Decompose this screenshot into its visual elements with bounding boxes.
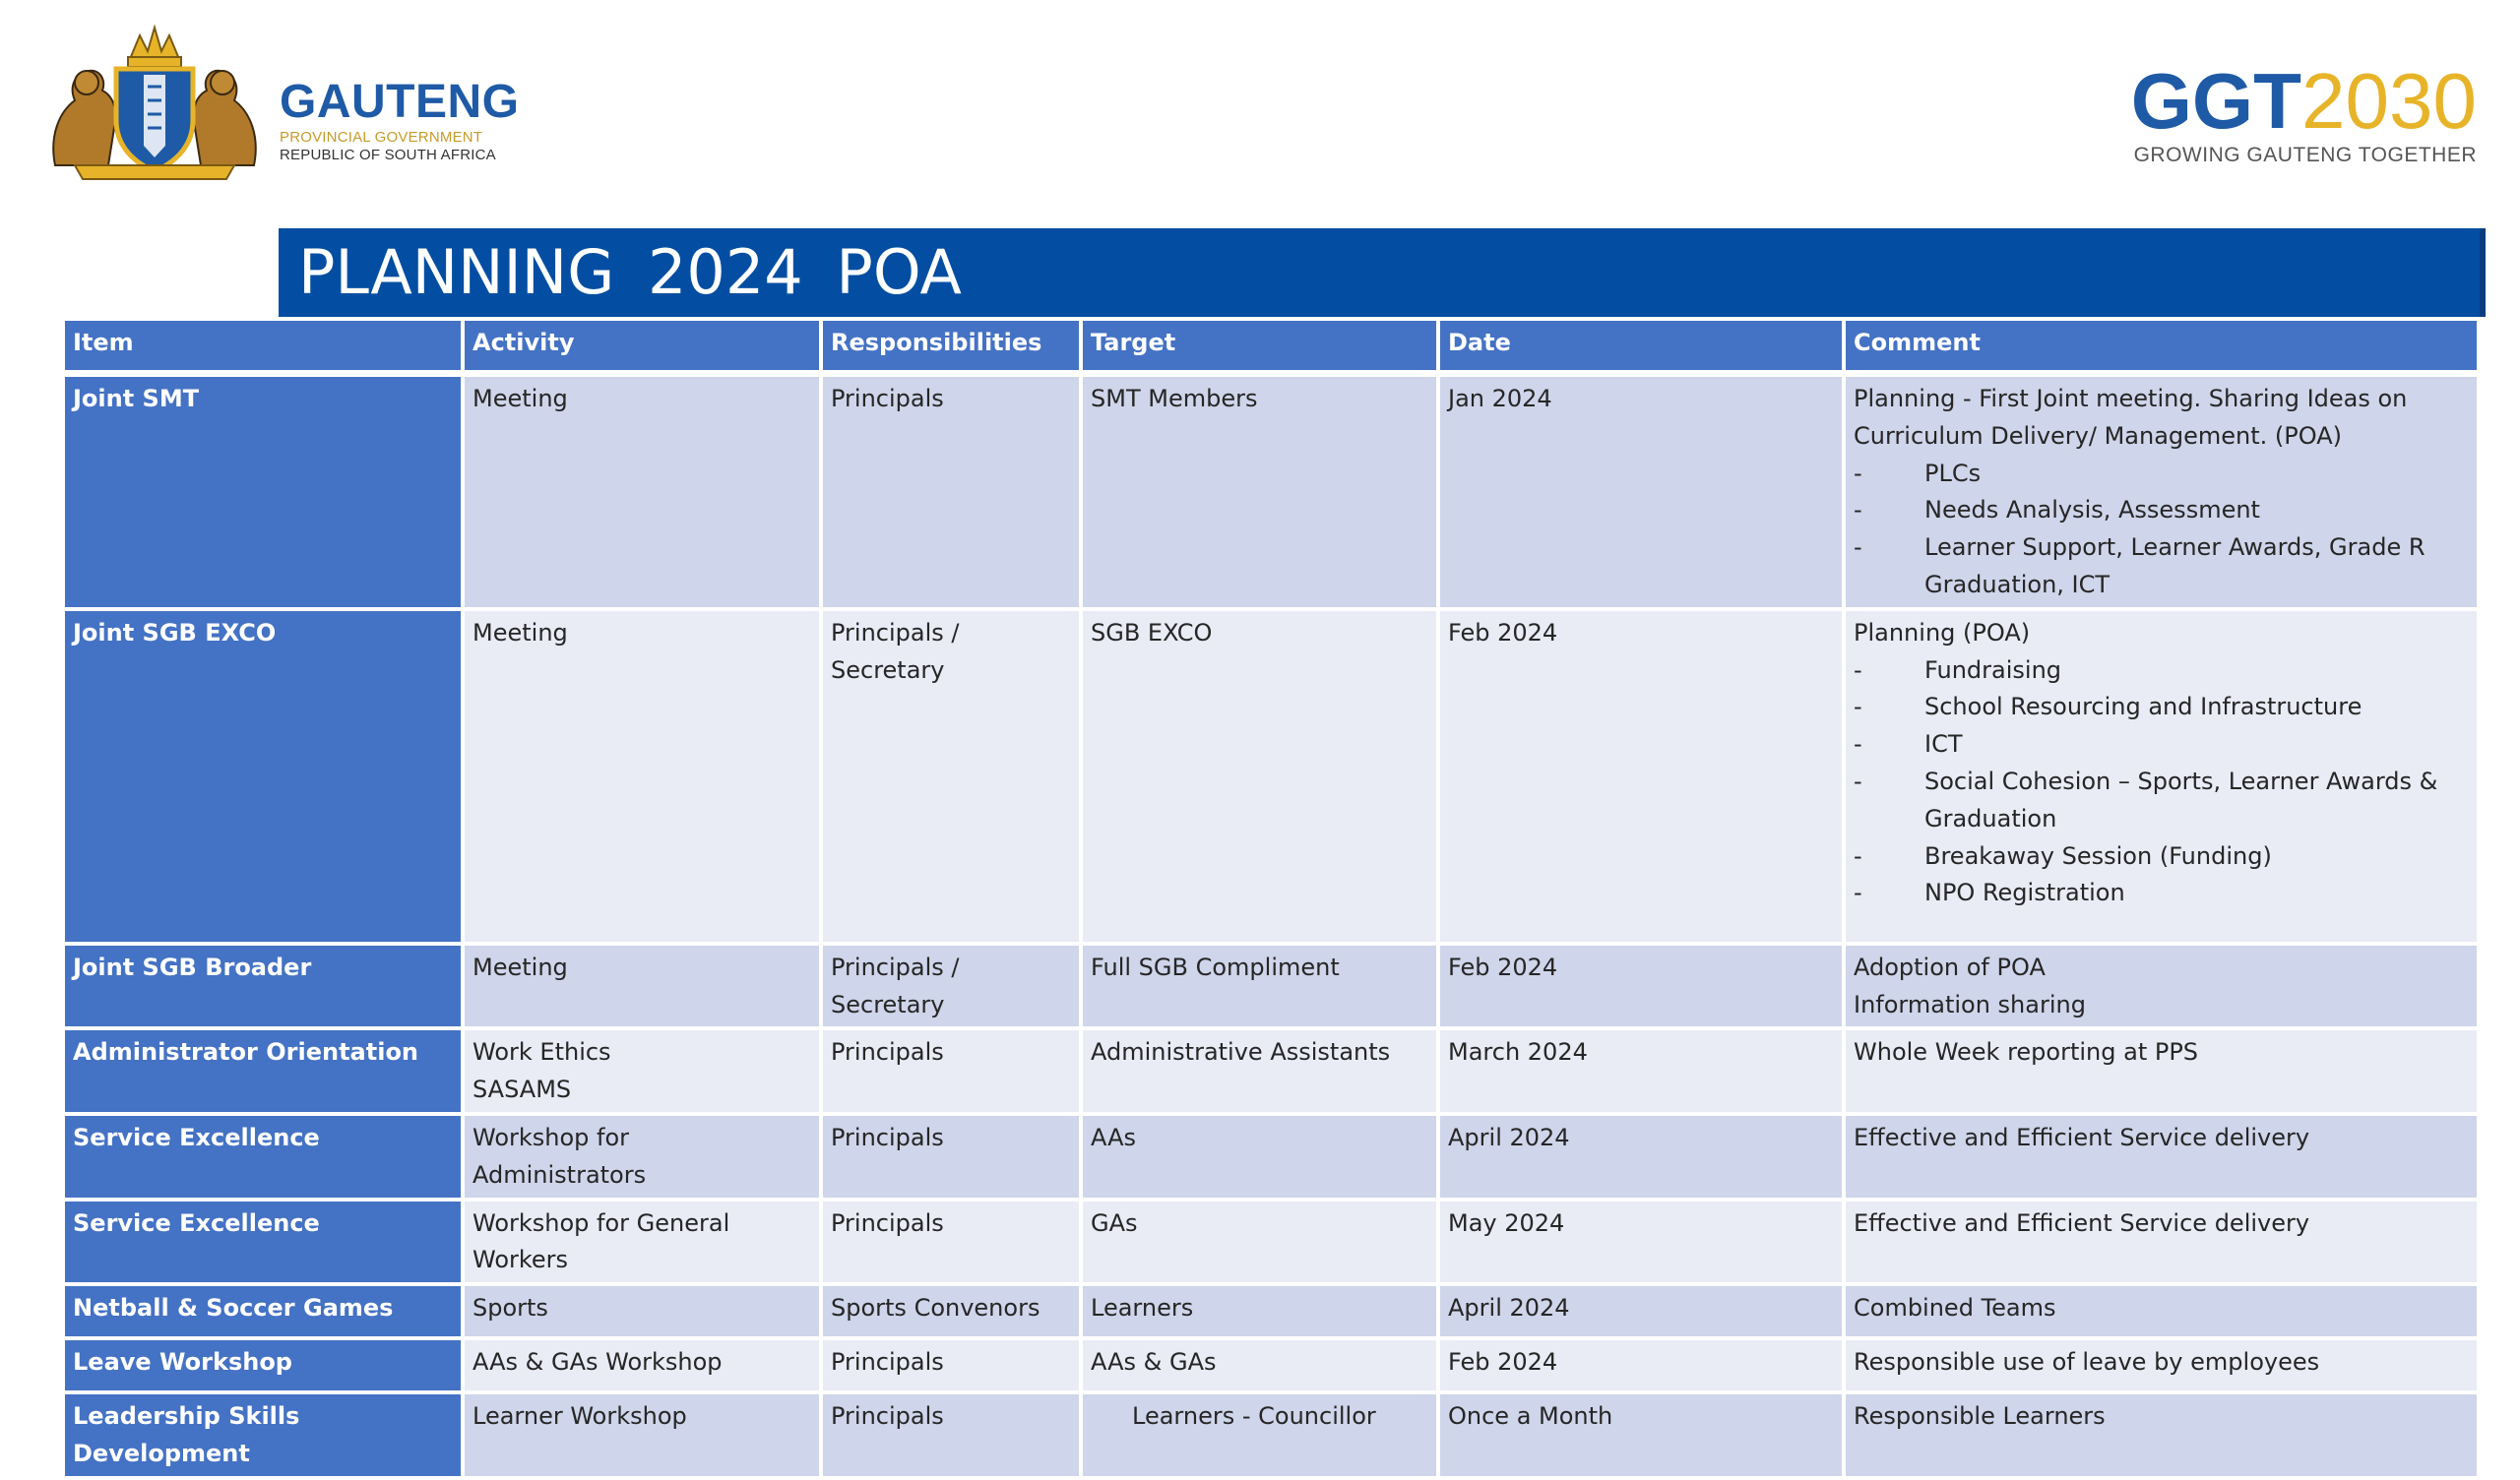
cell-responsibilities [821, 374, 1081, 609]
comment-list-item [1854, 529, 2469, 604]
activity-line: Workers [472, 1246, 569, 1274]
cell-responsibilities [821, 609, 1081, 944]
cell-item: Service Excellence [63, 1200, 463, 1285]
cell-target: GAs [1081, 1200, 1438, 1285]
cell-responsibilities [821, 1200, 1081, 1285]
cell-activity [463, 1338, 821, 1392]
cell-item: Netball & Soccer Games [63, 1284, 463, 1338]
cell-responsibilities [821, 1114, 1081, 1200]
cell-item: Joint SGB EXCO [63, 609, 463, 944]
activity-line: Administrators [472, 1160, 647, 1189]
activity-line: Work Ethics [472, 1038, 611, 1067]
title-bar [279, 228, 2486, 317]
ggt-year: 2030 [2301, 57, 2477, 145]
activity-line: Meeting [472, 385, 568, 412]
activity-line: Sports [472, 1294, 548, 1323]
comment-text: Planning - First Joint meeting. Sharing Ideas on Curriculum Delivery/ Management. (POA) [1854, 385, 2408, 450]
dash-bullet-icon: - [1854, 693, 1862, 721]
comment-list-item-text: Fundraising [1924, 655, 2062, 684]
cell-target: Learners [1081, 1284, 1438, 1338]
cell-comment [1844, 944, 2479, 1029]
cell-comment [1844, 374, 2479, 609]
responsibility-line: Secretary [831, 655, 945, 684]
activity-line: Workshop for [472, 1123, 630, 1151]
comment-text: Effective and Efficient Service delivery [1854, 1208, 2310, 1237]
table-row [63, 1284, 2479, 1338]
activity-line: SASAMS [472, 1076, 572, 1104]
comment-text: Effective and Efficient Service delivery [1854, 1123, 2310, 1151]
table-body [63, 374, 2479, 1478]
table-row [63, 1200, 2479, 1285]
gauteng-coat-of-arms-icon [45, 18, 264, 181]
cell-comment [1844, 1028, 2479, 1114]
cell-activity [463, 609, 821, 944]
cell-comment [1844, 609, 2479, 944]
comment-list [1854, 652, 2469, 913]
cell-responsibilities [821, 1028, 1081, 1114]
org-name: GAUTENG [280, 76, 520, 128]
responsibility-line: Principals [831, 1348, 944, 1377]
cell-target: Administrative Assistants [1081, 1028, 1438, 1114]
poa-table [61, 317, 2481, 1480]
comment-list-item [1854, 492, 2469, 529]
activity-line: Workshop for General [472, 1208, 730, 1237]
activity-line: AAs & GAs Workshop [472, 1348, 723, 1377]
comment-list-item [1854, 456, 2469, 493]
comment-list-item [1854, 838, 2469, 876]
org-subtitle-country: REPUBLIC OF SOUTH AFRICA [280, 147, 496, 163]
cell-comment [1844, 1284, 2479, 1338]
column-header-comment: Comment [1844, 319, 2479, 374]
page-title: PLANNING 2024 POA [298, 236, 962, 308]
responsibility-line: Sports Convenors [831, 1294, 1040, 1323]
comment-list-item [1854, 875, 2469, 912]
responsibility-line: Secretary [831, 990, 945, 1018]
cell-target: Learners - Councillor [1081, 1392, 1438, 1478]
comment-text: Combined Teams [1854, 1294, 2056, 1323]
responsibility-line: Principals [831, 1402, 944, 1431]
comment-list-item-text: NPO Registration [1924, 879, 2125, 907]
comment-list-item-text: Social Cohesion – Sports, Learner Awards & Graduation [1924, 767, 2438, 832]
cell-activity [463, 374, 821, 609]
column-header-item: Item [63, 319, 463, 374]
comment-list-item [1854, 689, 2469, 726]
responsibility-line: Principals [831, 385, 944, 412]
cell-date: April 2024 [1438, 1114, 1844, 1200]
cell-comment [1844, 1338, 2479, 1392]
cell-date: Once a Month [1438, 1392, 1844, 1478]
dash-bullet-icon: - [1854, 841, 1862, 870]
column-header-date: Date [1438, 319, 1844, 374]
cell-date: Feb 2024 [1438, 944, 1844, 1029]
cell-responsibilities [821, 1284, 1081, 1338]
cell-comment [1844, 1114, 2479, 1200]
cell-responsibilities [821, 1338, 1081, 1392]
cell-date: May 2024 [1438, 1200, 1844, 1285]
cell-comment [1844, 1200, 2479, 1285]
cell-date: Feb 2024 [1438, 609, 1844, 944]
dash-bullet-icon: - [1854, 767, 1862, 795]
activity-line: Meeting [472, 953, 568, 981]
table-header-row [63, 319, 2479, 374]
cell-date: April 2024 [1438, 1284, 1844, 1338]
dash-bullet-icon: - [1854, 730, 1862, 759]
cell-target: AAs & GAs [1081, 1338, 1438, 1392]
dash-bullet-icon: - [1854, 459, 1862, 487]
responsibility-line: Principals [831, 1208, 944, 1237]
comment-text: Adoption of POA [1854, 953, 2046, 981]
dash-bullet-icon: - [1854, 655, 1862, 684]
column-header-responsibilities: Responsibilities [821, 319, 1081, 374]
table-row [63, 1338, 2479, 1392]
cell-target: Full SGB Compliment [1081, 944, 1438, 1029]
cell-activity [463, 1200, 821, 1285]
comment-list-item-text: School Resourcing and Infrastructure [1924, 693, 2362, 721]
comment-list-item-text: PLCs [1924, 459, 1982, 487]
comment-list-item [1854, 652, 2469, 690]
org-subtitle-government: PROVINCIAL GOVERNMENT [280, 129, 483, 146]
cell-activity [463, 1114, 821, 1200]
cell-item: Leadership Skills Development [63, 1392, 463, 1478]
comment-text: Information sharing [1854, 990, 2086, 1018]
table-row [63, 1392, 2479, 1478]
cell-date: March 2024 [1438, 1028, 1844, 1114]
dash-bullet-icon: - [1854, 879, 1862, 907]
dash-bullet-icon: - [1854, 533, 1862, 562]
responsibility-line: Principals / [831, 618, 960, 647]
table-row [63, 1028, 2479, 1114]
cell-activity [463, 1392, 821, 1478]
table-row [63, 374, 2479, 609]
cell-item: Joint SGB Broader [63, 944, 463, 1029]
cell-item: Joint SMT [63, 374, 463, 609]
comment-list-item [1854, 764, 2469, 838]
comment-list-item-text: Learner Support, Learner Awards, Grade R Graduation, ICT [1924, 533, 2426, 598]
cell-target: SMT Members [1081, 374, 1438, 609]
table-row [63, 1114, 2479, 1200]
comment-list-item [1854, 726, 2469, 764]
activity-line: Meeting [472, 618, 568, 647]
comment-text: Whole Week reporting at PPS [1854, 1038, 2199, 1067]
responsibility-line: Principals [831, 1123, 944, 1151]
cell-responsibilities [821, 1392, 1081, 1478]
column-header-activity: Activity [463, 319, 821, 374]
comment-list [1854, 456, 2469, 604]
activity-line: Learner Workshop [472, 1402, 687, 1431]
comment-list-item-text: Needs Analysis, Assessment [1924, 496, 2260, 524]
ggt2030-logo [2083, 57, 2477, 167]
cell-responsibilities [821, 944, 1081, 1029]
cell-target: SGB EXCO [1081, 609, 1438, 944]
ggt2030-wordmark [2083, 57, 2477, 145]
ggt-letters: GGT [2130, 57, 2302, 145]
column-header-target: Target [1081, 319, 1438, 374]
comment-text: Planning (POA) [1854, 618, 2031, 647]
responsibility-line: Principals / [831, 953, 960, 981]
table-row [63, 944, 2479, 1029]
cell-activity [463, 944, 821, 1029]
cell-activity [463, 1028, 821, 1114]
comment-text: Responsible use of leave by employees [1854, 1348, 2320, 1377]
table-row [63, 609, 2479, 944]
cell-comment [1844, 1392, 2479, 1478]
dash-bullet-icon: - [1854, 496, 1862, 524]
comment-list-item-text: Breakaway Session (Funding) [1924, 841, 2272, 870]
cell-item: Service Excellence [63, 1114, 463, 1200]
cell-activity [463, 1284, 821, 1338]
responsibility-line: Principals [831, 1038, 944, 1067]
cell-date: Jan 2024 [1438, 374, 1844, 609]
cell-item: Administrator Orientation [63, 1028, 463, 1114]
comment-list-item-text: ICT [1924, 730, 1963, 759]
ggt-tagline: GROWING GAUTENG TOGETHER [2133, 144, 2477, 166]
cell-date: Feb 2024 [1438, 1338, 1844, 1392]
comment-text: Responsible Learners [1854, 1402, 2106, 1431]
cell-target: AAs [1081, 1114, 1438, 1200]
cell-item: Leave Workshop [63, 1338, 463, 1392]
